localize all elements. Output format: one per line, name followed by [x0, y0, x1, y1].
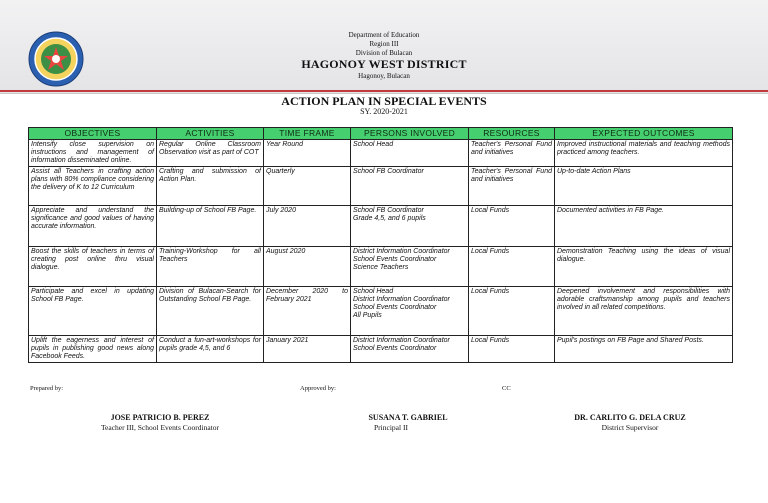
table-row	[29, 287, 733, 336]
column-header-expected-outcomes: EXPECTED OUTCOMES	[555, 128, 733, 140]
persons-cell	[351, 167, 469, 206]
resources-cell: Teacher's Personal Fund and initiatives	[469, 140, 555, 167]
table-row	[29, 336, 733, 363]
table-row	[29, 247, 733, 287]
prepared-by-name: JOSE PATRICIO B. PEREZ	[110, 413, 210, 422]
person-line: School Head	[353, 141, 394, 148]
department-text: Department of Education	[348, 31, 420, 39]
person-line: School FB Coordinator	[353, 207, 424, 214]
school-year: SY. 2020-2021	[360, 107, 408, 116]
table-row	[29, 206, 733, 247]
person-line: Science Teachers	[353, 264, 409, 271]
persons-cell	[351, 140, 469, 167]
table-row	[29, 140, 733, 167]
cc-name: DR. CARLITO G. DELA CRUZ	[574, 413, 686, 422]
division-text: Division of Bulacan	[355, 49, 413, 57]
time-frame-cell: Year Round	[264, 140, 351, 167]
time-frame-cell: December 2020 to February 2021	[264, 287, 351, 336]
cc-position: District Supervisor	[601, 423, 659, 432]
activity-cell: Building-up of School FB Page.	[157, 206, 264, 247]
outcome-cell: Documented activities in FB Page.	[555, 206, 733, 247]
persons-cell	[351, 287, 469, 336]
objective-cell: Intensify close supervision on instructions and management of information disseminated online.	[29, 140, 157, 167]
outcome-cell: Deepened involvement and responsibilities with adorable craftsmanship among pupils and teachers involved in all related competitions.	[555, 287, 733, 336]
person-line: District Information Coordinator	[353, 337, 450, 344]
time-frame-cell: August 2020	[264, 247, 351, 287]
person-line: District Information Coordinator	[353, 248, 450, 255]
objective-cell: Participate and excel in updating School FB Page.	[29, 287, 157, 336]
approved-by-position: Principal II	[374, 423, 408, 432]
region-text: Region III	[369, 40, 399, 48]
outcome-cell: Improved instructional materials and teaching methods practiced among teachers.	[555, 140, 733, 167]
activity-cell: Conduct a fun-art-workshops for pupils grade 4,5, and 6	[157, 336, 264, 363]
action-plan-table	[28, 127, 733, 363]
objective-cell: Boost the skills of teachers in terms of creating post online thru visual dialogue.	[29, 247, 157, 287]
objective-cell: Assist all Teachers in crafting action plans with 80% compliance considering the delivery of K to 12 Curriculum	[29, 167, 157, 206]
person-line: School Head	[353, 288, 394, 295]
time-frame-cell: July 2020	[264, 206, 351, 247]
activity-cell: Regular Online Classroom Observation visit as part of COT	[157, 140, 264, 167]
activity-cell: Crafting and submission of Action Plan.	[157, 167, 264, 206]
table-header-row	[29, 128, 733, 140]
person-line: All Pupils	[353, 312, 382, 319]
resources-cell: Teacher's Personal Fund and initiatives	[469, 167, 555, 206]
person-line: Grade 4,5, and 6 pupils	[353, 215, 426, 222]
person-line: School Events Coordinator	[353, 256, 437, 263]
outcome-cell: Demonstration Teaching using the ideas of visual dialogue.	[555, 247, 733, 287]
prepared-by-position: Teacher III, School Events Coordinator	[101, 423, 219, 432]
outcome-cell: Pupil's postings on FB Page and Shared Posts.	[555, 336, 733, 363]
approved-by-name: SUSANA T. GABRIEL	[368, 413, 448, 422]
persons-cell	[351, 336, 469, 363]
resources-cell: Local Funds	[469, 247, 555, 287]
objective-cell: Uplift the eagerness and interest of pupils in publishing good news along Facebook Feeds.	[29, 336, 157, 363]
column-header-persons-involved: PERSONS INVOLVED	[351, 128, 469, 140]
column-header-activities: ACTIVITIES	[157, 128, 264, 140]
resources-cell: Local Funds	[469, 206, 555, 247]
table-row	[29, 167, 733, 206]
column-header-resources: RESOURCES	[469, 128, 555, 140]
objective-cell: Appreciate and understand the significance and good values of having accurate information.	[29, 206, 157, 247]
column-header-time-frame: TIME FRAME	[264, 128, 351, 140]
outcome-cell: Up-to-date Action Plans	[555, 167, 733, 206]
column-header-objectives: OBJECTIVES	[29, 128, 157, 140]
prepared-by-label: Prepared by:	[30, 385, 64, 392]
approved-by-label: Approved by:	[300, 385, 336, 392]
time-frame-cell: January 2021	[264, 336, 351, 363]
resources-cell: Local Funds	[469, 336, 555, 363]
person-line: School FB Coordinator	[353, 168, 424, 175]
resources-cell: Local Funds	[469, 287, 555, 336]
persons-cell	[351, 247, 469, 287]
activity-cell: Training-Workshop for all Teachers	[157, 247, 264, 287]
person-line: School Events Coordinator	[353, 345, 437, 352]
person-line: District Information Coordinator	[353, 296, 450, 303]
district-name: HAGONOY WEST DISTRICT	[301, 57, 467, 71]
cc-label: CC	[502, 385, 511, 392]
person-line: School Events Coordinator	[353, 304, 437, 311]
activity-cell: Division of Bulacan-Search for Outstanding School FB Page.	[157, 287, 264, 336]
document-title: ACTION PLAN IN SPECIAL EVENTS	[281, 94, 487, 108]
time-frame-cell: Quarterly	[264, 167, 351, 206]
persons-cell	[351, 206, 469, 247]
letterhead-rule	[0, 90, 768, 92]
location-text: Hagonoy, Bulacan	[358, 72, 410, 80]
